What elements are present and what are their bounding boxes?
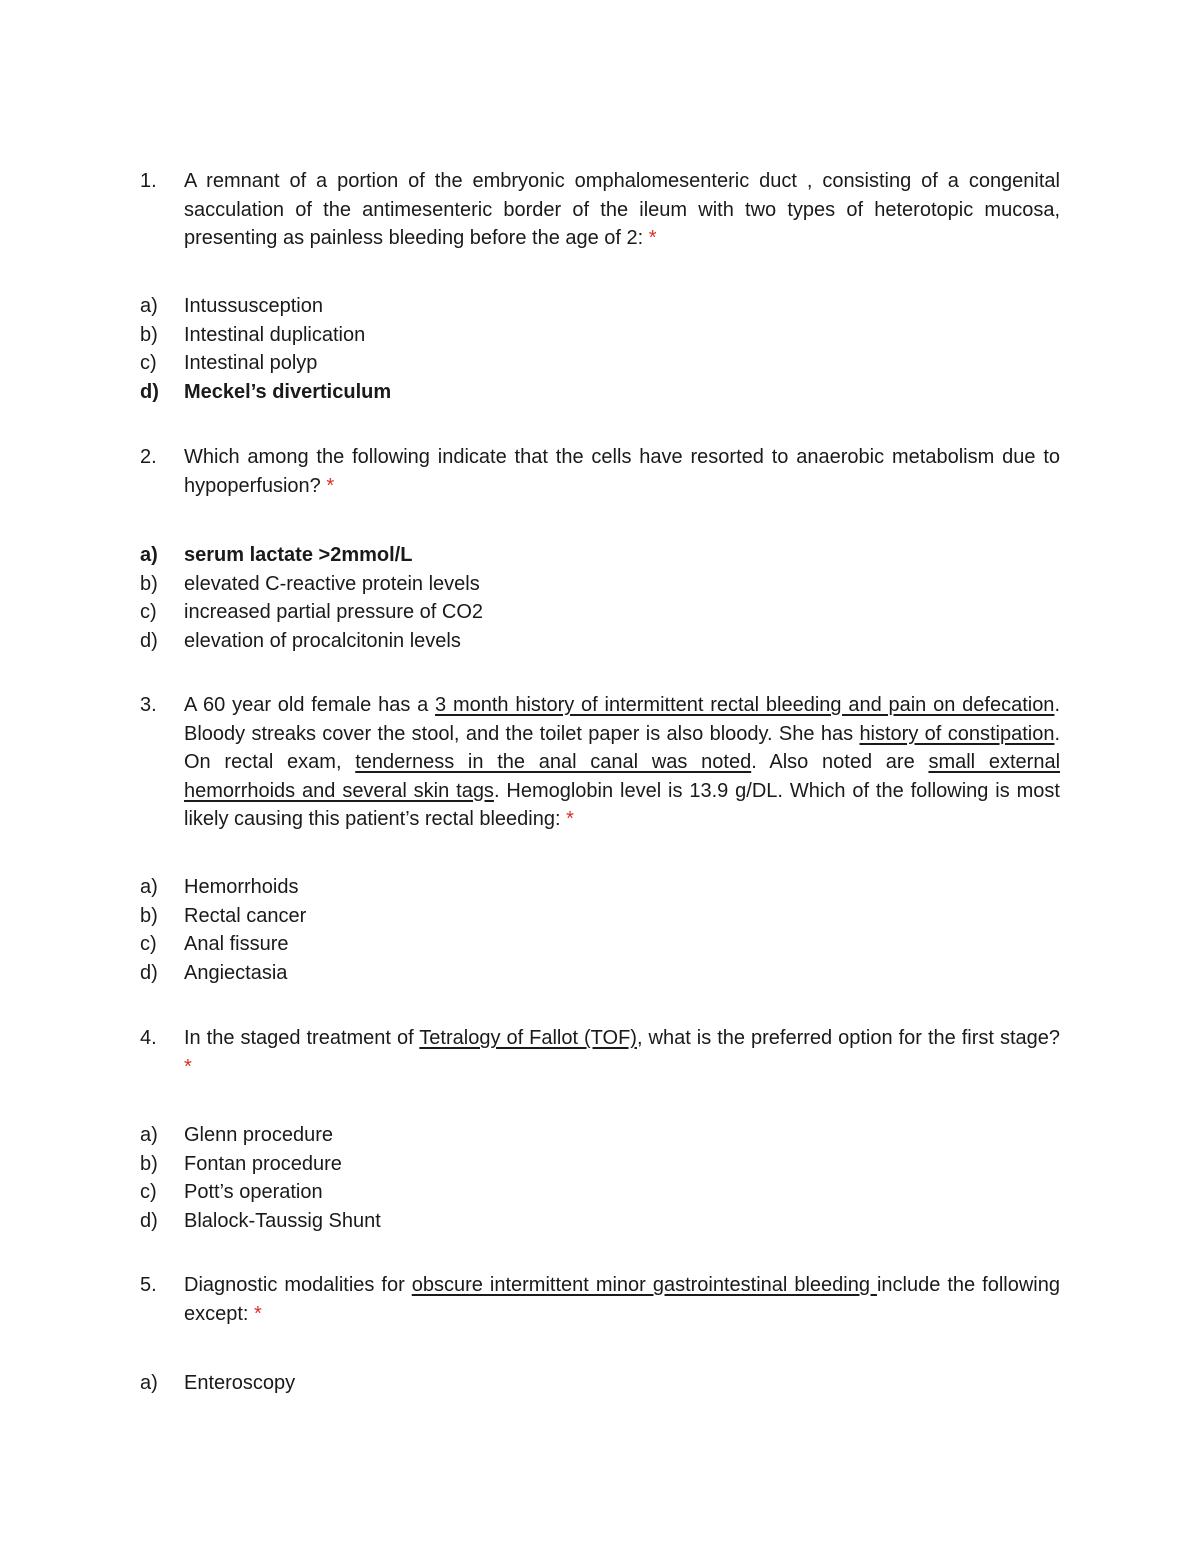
option-text: Enteroscopy — [184, 1372, 296, 1394]
question-text-segment: . Bloody streaks cover the stool, and the toilet paper is also bloody. She has — [184, 694, 1060, 745]
underlined-phrase: Tetralogy of Fallot (TOF) — [419, 1027, 637, 1049]
question-text-segment: Which among the following indicate that the cells have resorted to anaerobic metabolism due to hypoperfusion? — [184, 446, 1060, 497]
option-label: b) — [140, 572, 158, 595]
question-text-segment: . Hemoglobin level is 13.9 g/DL. Which of the following is most likely causing this patient’s rectal bleeding: — [184, 779, 1060, 831]
option-text: Intussusception — [184, 295, 323, 317]
question-text — [184, 1271, 1060, 1328]
answer-option — [140, 1207, 1040, 1236]
option-label: d) — [140, 380, 159, 403]
answer-option — [140, 598, 1040, 627]
option-text: Blalock-Taussig Shunt — [184, 1209, 381, 1232]
answer-options — [140, 1369, 1040, 1398]
answer-option — [140, 1121, 1040, 1150]
question-4 — [140, 1024, 1060, 1081]
answer-options — [140, 541, 1040, 655]
option-label: d) — [140, 629, 158, 652]
option-text: elevated C-reactive protein levels — [184, 572, 480, 595]
option-label: d) — [140, 961, 158, 984]
question-3 — [140, 691, 1060, 834]
option-label: a) — [140, 295, 158, 317]
required-asterisk: * — [184, 1055, 192, 1078]
option-text: Fontan procedure — [184, 1152, 342, 1175]
option-label: b) — [140, 323, 158, 346]
answer-options — [140, 292, 1040, 406]
question-number: 4. — [140, 1027, 157, 1049]
required-asterisk: * — [326, 474, 335, 497]
underlined-phrase: tenderness in the anal canal was noted — [355, 751, 752, 774]
question-text-segment: include the following except: — [184, 1274, 1060, 1325]
question-text — [184, 443, 1060, 500]
answer-option — [140, 959, 1040, 988]
required-asterisk: * — [648, 227, 657, 250]
option-label: c) — [140, 352, 157, 375]
option-label: b) — [140, 1152, 158, 1175]
answer-option — [140, 930, 1040, 959]
option-text: Angiectasia — [184, 961, 288, 984]
question-text — [184, 691, 1060, 834]
question-text-segment: , what is the preferred option for the first stage? — [636, 1027, 1060, 1049]
option-text: Meckel’s diverticulum — [184, 380, 392, 403]
required-asterisk: * — [254, 1302, 262, 1325]
option-text: Rectal cancer — [184, 904, 307, 927]
question-text-segment: . On rectal exam, — [184, 722, 1061, 774]
required-asterisk: * — [566, 808, 574, 831]
answer-option — [140, 1369, 1040, 1398]
option-text: serum lactate >2mmol/L — [184, 544, 413, 566]
answer-option-correct — [140, 541, 1040, 570]
question-text-segment: Diagnostic modalities for — [184, 1274, 412, 1296]
option-label: d) — [140, 1209, 158, 1232]
underlined-phrase: history of constipation — [859, 722, 1055, 745]
question-text — [184, 1024, 1060, 1081]
question-number: 5. — [140, 1274, 157, 1296]
option-text: Hemorrhoids — [184, 876, 299, 898]
option-label: c) — [140, 1181, 157, 1204]
question-number: 1. — [140, 170, 157, 192]
option-text: Intestinal duplication — [184, 323, 366, 346]
option-label: a) — [140, 1372, 158, 1394]
option-label: a) — [140, 1124, 158, 1146]
question-1 — [140, 167, 1060, 253]
question-text-segment: . Also noted are — [751, 751, 929, 774]
question-text — [184, 167, 1060, 253]
answer-option — [140, 570, 1040, 599]
underlined-phrase: 3 month history of intermittent rectal bleeding and pain on defecation — [435, 694, 1055, 716]
answer-options — [140, 1121, 1040, 1235]
question-number: 3. — [140, 694, 157, 716]
answer-option — [140, 1178, 1040, 1207]
option-text: elevation of procalcitonin levels — [184, 629, 461, 652]
answer-options — [140, 873, 1040, 987]
answer-option — [140, 292, 1040, 321]
answer-option — [140, 902, 1040, 931]
question-5 — [140, 1271, 1060, 1328]
question-text-segment: In the staged treatment of — [184, 1027, 420, 1049]
answer-option-correct — [140, 378, 1040, 407]
option-label: a) — [140, 876, 158, 898]
option-label: b) — [140, 904, 158, 927]
answer-option — [140, 321, 1040, 350]
option-text: Intestinal polyp — [184, 352, 318, 375]
question-text-segment: A 60 year old female has a — [184, 694, 436, 716]
option-label: c) — [140, 601, 157, 624]
underlined-phrase: obscure intermittent minor gastrointestinal bleeding — [411, 1274, 877, 1296]
option-label: c) — [140, 933, 157, 956]
answer-option — [140, 1150, 1040, 1179]
option-label: a) — [140, 544, 158, 566]
option-text: increased partial pressure of CO2 — [184, 601, 484, 624]
option-text: Anal fissure — [184, 933, 289, 956]
question-text-segment: A remnant of a portion of the embryonic omphalomesenteric duct , consisting of a congenital sacculation of the antimesenteric border of the ileum with two types of heterotopic mucosa, presenting as painless bleeding before the age of 2: — [184, 170, 1060, 250]
option-text: Glenn procedure — [184, 1124, 333, 1146]
answer-option — [140, 873, 1040, 902]
answer-option — [140, 349, 1040, 378]
answer-option — [140, 627, 1040, 656]
question-2 — [140, 443, 1060, 500]
option-text: Pott’s operation — [184, 1181, 323, 1204]
question-number: 2. — [140, 446, 157, 468]
underlined-phrase: small external hemorrhoids and several skin tags — [184, 751, 1061, 802]
